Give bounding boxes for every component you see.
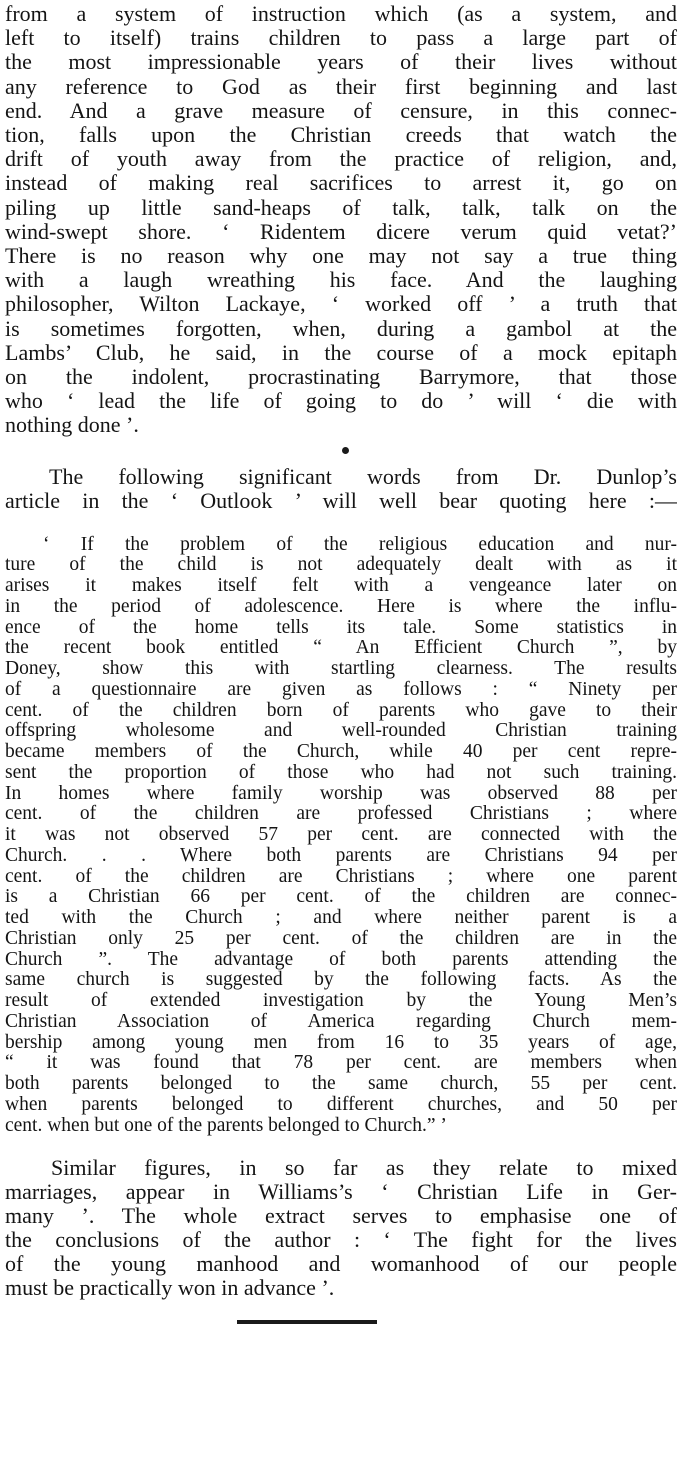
text-line: philosopher, Wilton Lackaye, ‘ worked off ’ a truth that (5, 292, 677, 317)
text-line: when parents belonged to different churches, and 50 per (5, 1094, 677, 1115)
text-line: tion, falls upon the Christian creeds that watch the (5, 123, 677, 148)
text-line: cent. of the children are professed Christians ; where (5, 804, 677, 825)
text-line: who ‘ lead the life of going to do ’ will ‘ die with (5, 389, 677, 414)
text-line: The following significant words from Dr. Dunlop’s (49, 464, 677, 489)
text-line: Doney, show this with startling clearness. The results (5, 659, 677, 680)
text-line: many ’. The whole extract serves to emphasise one of (5, 1204, 677, 1229)
text-line: drift of youth away from the practice of religion, and, (5, 147, 677, 172)
text-line: Christian only 25 per cent. of the children are in the (5, 928, 677, 949)
text-line: ‘ If the problem of the religious education and nur- (43, 534, 677, 555)
text-line: on the indolent, procrastinating Barrymore, that those (5, 365, 677, 390)
text-line: sent the proportion of those who had not such training. (5, 762, 677, 783)
block-quote (5, 535, 677, 1137)
section-divider-dot (342, 447, 349, 454)
text-line: cent. of the children born of parents who gave to their (5, 700, 677, 721)
text-line: In homes where family worship was observed 88 per (5, 783, 677, 804)
text-line: ted with the Church ; and where neither parent is a (5, 908, 677, 929)
text-line: left to itself) trains children to pass a large part of (5, 26, 677, 51)
text-line: marriages, appear in Williams’s ‘ Christian Life in Ger- (5, 1180, 677, 1205)
end-rule (237, 1320, 377, 1324)
text-line: bership among young men from 16 to 35 years of age, (5, 1032, 677, 1053)
text-line: is sometimes forgotten, when, during a gambol at the (5, 316, 677, 341)
text-line: cent. of the children are Christians ; where one parent (5, 866, 677, 887)
text-line: offspring wholesome and well-rounded Christian training (5, 721, 677, 742)
text-line: became members of the Church, while 40 per cent repre- (5, 742, 677, 763)
text-line: There is no reason why one may not say a true thing (5, 244, 677, 269)
paragraph-closing (5, 1156, 677, 1299)
text-line: any reference to God as their first beginning and last (5, 74, 677, 99)
text-line: end. And a grave measure of censure, in this connec- (5, 98, 677, 123)
text-line: must be practically won in advance ’. (5, 1275, 335, 1300)
text-line: Similar figures, in so far as they relate to mixed (51, 1156, 677, 1181)
text-line: the conclusions of the author : ‘ The fight for the lives (5, 1228, 677, 1253)
text-line: the recent book entitled “ An Efficient Church ”, by (5, 638, 677, 659)
text-line: ture of the child is not adequately dealt with as it (5, 555, 677, 576)
paragraph-introduction (5, 465, 677, 489)
text-line: Lambs’ Club, he said, in the course of a mock epitaph (5, 340, 677, 365)
text-line: the most impressionable years of their lives without (5, 50, 677, 75)
text-line: Christian Association of America regarding Church mem- (5, 1011, 677, 1032)
text-line: in the period of adolescence. Here is where the influ- (5, 596, 677, 617)
article-column (5, 2, 677, 1324)
text-line: “ it was found that 78 per cent. are members when (5, 1053, 677, 1074)
text-line: result of extended investigation by the Young Men’s (5, 991, 677, 1012)
text-line: Church ”. The advantage of both parents attending the (5, 949, 677, 970)
text-line: wind-swept shore. ‘ Ridentem dicere verum quid vetat?’ (5, 219, 677, 244)
paragraph-introduction-cont (5, 489, 677, 513)
text-line: instead of making real sacrifices to arrest it, go on (5, 171, 677, 196)
text-line: piling up little sand-heaps of talk, talk, talk on the (5, 195, 677, 220)
text-line: with a laugh wreathing his face. And the laughing (5, 268, 677, 293)
text-line: same church is suggested by the following facts. As the (5, 970, 677, 991)
text-line: both parents belonged to the same church, 55 per cent. (5, 1074, 677, 1095)
text-line: from a system of instruction which (as a system, and (5, 2, 677, 26)
text-line: it was not observed 57 per cent. are connected with the (5, 825, 677, 846)
text-line: Church. . . Where both parents are Christians 94 per (5, 845, 677, 866)
text-line: of a questionnaire are given as follows : “ Ninety per (5, 679, 677, 700)
text-line: article in the ‘ Outlook ’ will well bear quoting here :— (5, 488, 677, 513)
text-line: nothing done ’. (5, 413, 139, 438)
text-line: cent. when but one of the parents belonged to Church.” ’ (5, 1115, 447, 1136)
text-line: ence of the home tells its tale. Some statistics in (5, 617, 677, 638)
text-line: arises it makes itself felt with a vengeance later on (5, 576, 677, 597)
text-line: is a Christian 66 per cent. of the children are connec- (5, 887, 677, 908)
paragraph-opening (5, 2, 677, 438)
text-line: of the young manhood and womanhood of our people (5, 1252, 677, 1276)
